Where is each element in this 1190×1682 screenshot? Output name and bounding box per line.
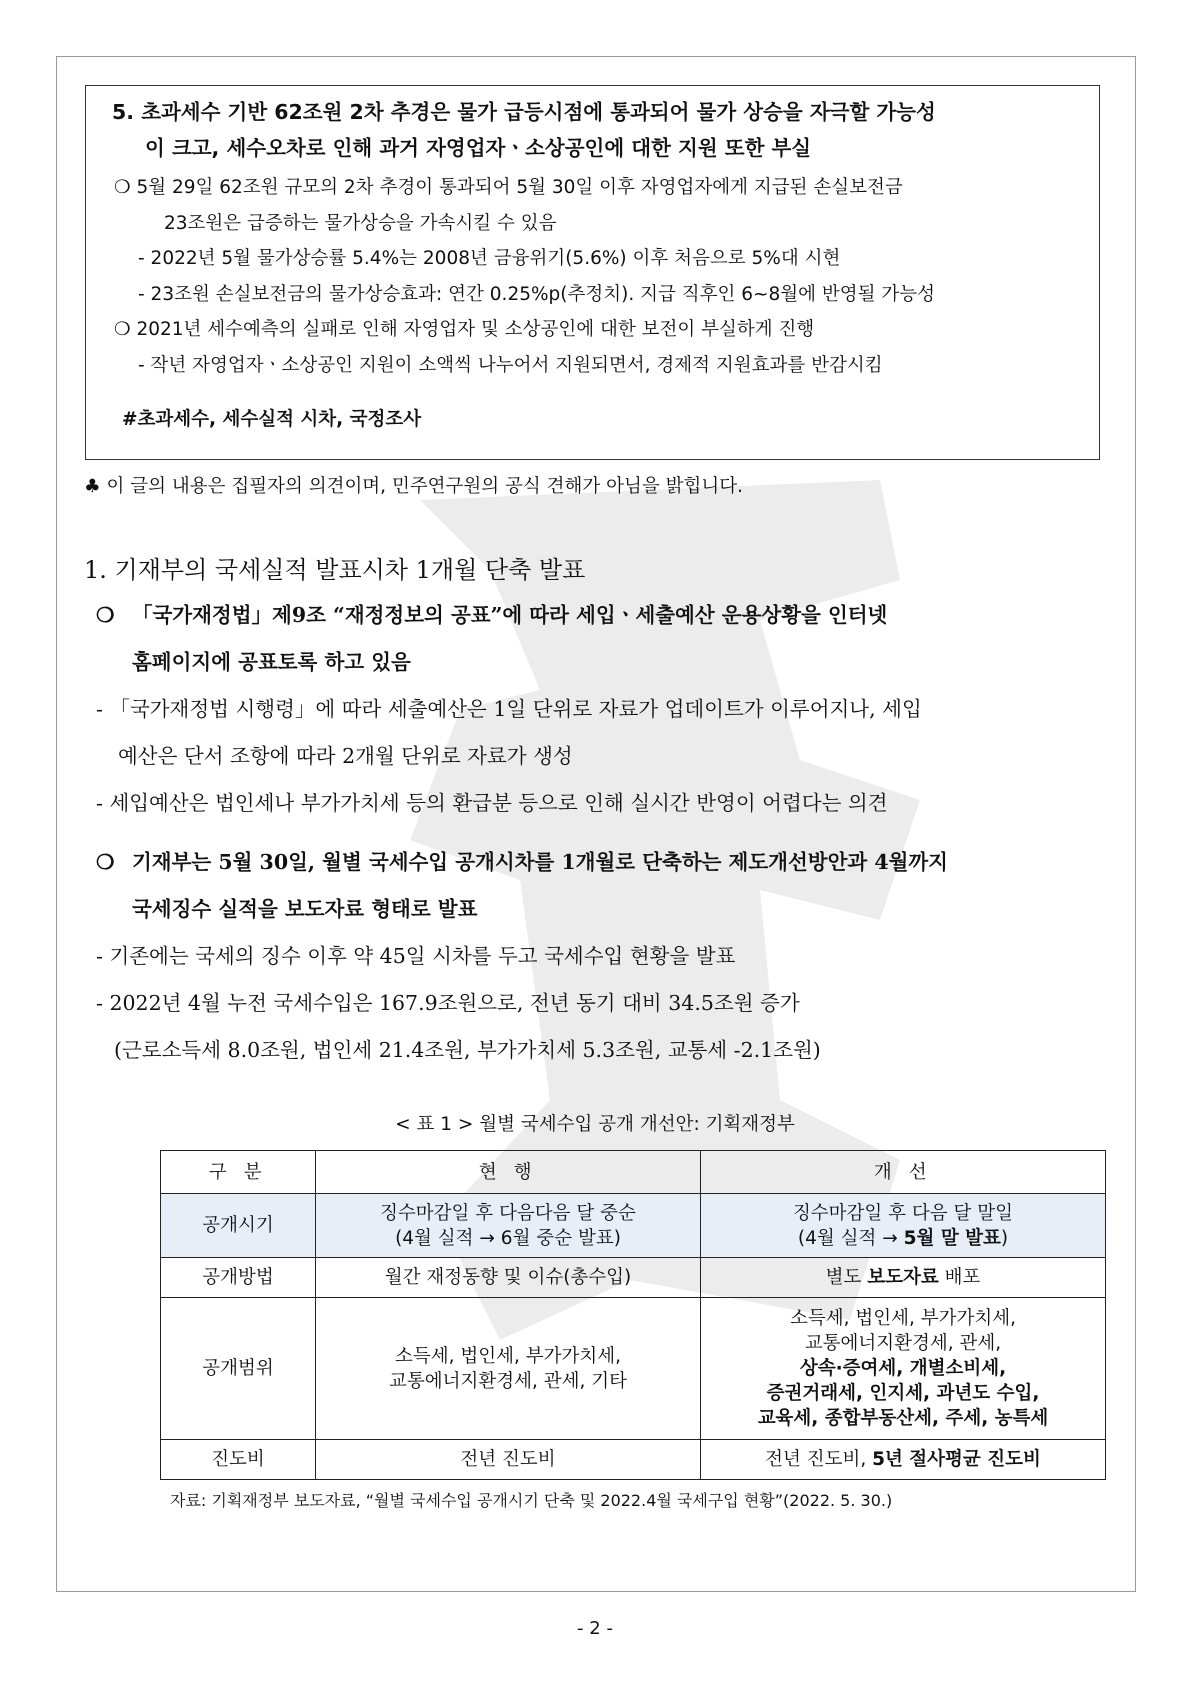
- summary-bullet-1: ❍ 5월 29일 62조원 규모의 2차 추경이 통과되어 5월 30일 이후 자영업자에게 지급된 손실보전금: [114, 177, 903, 198]
- circle-bullet-icon: ❍: [96, 850, 115, 874]
- summary-bullet-2: ❍ 2021년 세수예측의 실패로 인해 자영업자 및 소상공인에 대한 보전이 부실하게 진행: [114, 319, 815, 340]
- paragraph-1-dash1-line1: - 「국가재정법 시행령」에 따라 세출예산은 1일 단위로 자료가 업데이트가 이루어지나, 세입: [96, 697, 922, 721]
- comparison-table: [160, 1150, 1106, 1480]
- table-row: [161, 1440, 1106, 1480]
- paragraph-2-dash1: - 기존에는 국세의 징수 이후 약 45일 시차를 두고 국세수입 현황을 발표: [96, 944, 736, 968]
- table-caption: < 표 1 > 월별 국세수입 공개 개선안: 기획재정부: [395, 1114, 795, 1135]
- cell-line: 소득세, 법인세, 부가가치세,: [395, 1345, 621, 1367]
- paragraph-1-dash1-line2: 예산은 단서 조항에 따라 2개월 단위로 자료가 생성: [118, 744, 573, 768]
- paragraph-2-dash2: - 2022년 4월 누전 국세수입은 167.9조원으로, 전년 동기 대비 34.5조원 증가: [96, 991, 800, 1015]
- cell-line: [705, 1226, 1101, 1251]
- table-source: 자료: 기획재정부 보도자료, “월별 국세수입 공개시기 단축 및 2022.4월 국세구입 현황”(2022. 5. 30.): [170, 1491, 893, 1510]
- paragraph-1-line1: [96, 592, 1106, 639]
- summary-dash-3: - 작년 자영업자ㆍ소상공인 지원이 소액씩 나누어서 지원되면서, 경제적 지원효과를 반감시킴: [138, 354, 883, 376]
- row-label: 공개범위: [161, 1298, 316, 1440]
- summary-bullet-1-cont: 23조원은 급증하는 물가상승을 가속시킬 수 있음: [164, 212, 557, 234]
- table-header-improved: 개 선: [701, 1151, 1106, 1194]
- cell-bold-text: 교육세, 종합부동산세, 주세, 농특세: [757, 1408, 1049, 1429]
- cell-bold-text: 5년 절사평균 진도비: [872, 1449, 1041, 1470]
- paragraph-2-paren: (근로소득세 8.0조원, 법인세 21.4조원, 부가가치세 5.3조원, 교통세 -2.1조원): [114, 1038, 821, 1062]
- table-header-category: 구 분: [161, 1151, 316, 1194]
- summary-title-line1: 5. 초과세수 기반 62조원 2차 추경은 물가 급등시점에 통과되어 물가 상승을 자극할 가능성: [112, 100, 936, 124]
- paragraph-1-text: 「국가재정법」제9조 “재정정보의 공표”에 따라 세입ㆍ세출예산 운용상황을 인터넷: [132, 603, 888, 627]
- cell-bold-text: 5월 말 발표: [903, 1227, 1001, 1249]
- cell-text: 별도: [825, 1267, 868, 1288]
- summary-dash-2: - 23조원 손실보전금의 물가상승효과: 연간 0.25%p(추정치). 지급 직후인 6~8월에 반영될 가능성: [138, 283, 936, 305]
- disclaimer: ♣ 이 글의 내용은 집필자의 의견이며, 민주연구원의 공식 견해가 아님을 밝힙니다.: [84, 476, 744, 497]
- row-improved: [701, 1298, 1106, 1440]
- cell-line: 소득세, 법인세, 부가가치세,: [790, 1308, 1016, 1329]
- paragraph-2-text: 기재부는 5월 30일, 월별 국세수입 공개시차를 1개월로 단축하는 제도개선방안과 4월까지: [132, 850, 948, 874]
- table-row: [161, 1298, 1106, 1440]
- row-current: [316, 1194, 701, 1258]
- row-improved: [701, 1194, 1106, 1258]
- cell-text: (4월 실적 →: [797, 1227, 904, 1249]
- cell-text: 배포: [938, 1267, 981, 1288]
- section-title: 1. 기재부의 국세실적 발표시차 1개월 단축 발표: [84, 556, 586, 584]
- cell-line: 징수마감일 후 다음 달 말일: [792, 1202, 1014, 1224]
- cell-bold-text: 보도자료: [867, 1267, 939, 1288]
- row-current: [316, 1298, 701, 1440]
- cell-text: 전년 진도비,: [765, 1449, 873, 1470]
- paragraph-2-line2: 국세징수 실적을 보도자료 형태로 발표: [132, 897, 478, 921]
- row-improved: [701, 1258, 1106, 1298]
- cell-text: ): [1000, 1227, 1009, 1249]
- row-label: 공개시기: [161, 1194, 316, 1258]
- row-label: 진도비: [161, 1440, 316, 1480]
- table-header-row: [161, 1151, 1106, 1194]
- cell-line: 교통에너지환경세, 관세,: [804, 1333, 1002, 1354]
- table-header-current: 현 행: [316, 1151, 701, 1194]
- table-row: [161, 1258, 1106, 1298]
- cell-line: (4월 실적 → 6월 중순 발표): [395, 1227, 621, 1249]
- section-body: [96, 592, 1106, 1074]
- cell-bold-text: 증권거래세, 인지세, 과년도 수입,: [766, 1383, 1040, 1404]
- summary-box: [85, 85, 1100, 460]
- cell-bold-text: 상속·증여세, 개별소비세,: [799, 1358, 1007, 1379]
- paragraph-1-line2: 홈페이지에 공표토록 하고 있음: [132, 650, 411, 674]
- row-label: 공개방법: [161, 1258, 316, 1298]
- summary-title-line2: 이 크고, 세수오차로 인해 과거 자영업자ㆍ소상공인에 대한 지원 또한 부실: [145, 136, 812, 160]
- summary-tags: #초과세수, 세수실적 시차, 국정조사: [122, 409, 422, 430]
- paragraph-1-dash2: - 세입예산은 법인세나 부가가치세 등의 환급분 등으로 인해 실시간 반영이 어렵다는 의견: [96, 791, 888, 815]
- paragraph-2-line1: [96, 839, 1106, 886]
- summary-dash-1: - 2022년 5월 물가상승률 5.4%는 2008년 금융위기(5.6%) 이후 처음으로 5%대 시현: [138, 248, 841, 269]
- row-improved: [701, 1440, 1106, 1480]
- table-row: [161, 1194, 1106, 1258]
- page-number: - 2 -: [577, 1618, 613, 1639]
- summary-title: [112, 94, 1085, 166]
- cell-line: 징수마감일 후 다음다음 달 중순: [380, 1202, 636, 1224]
- row-current: 월간 재정동향 및 이슈(총수입): [316, 1258, 701, 1298]
- row-current: 전년 진도비: [316, 1440, 701, 1480]
- circle-bullet-icon: ❍: [96, 603, 115, 627]
- cell-line: 교통에너지환경세, 관세, 기타: [389, 1370, 627, 1392]
